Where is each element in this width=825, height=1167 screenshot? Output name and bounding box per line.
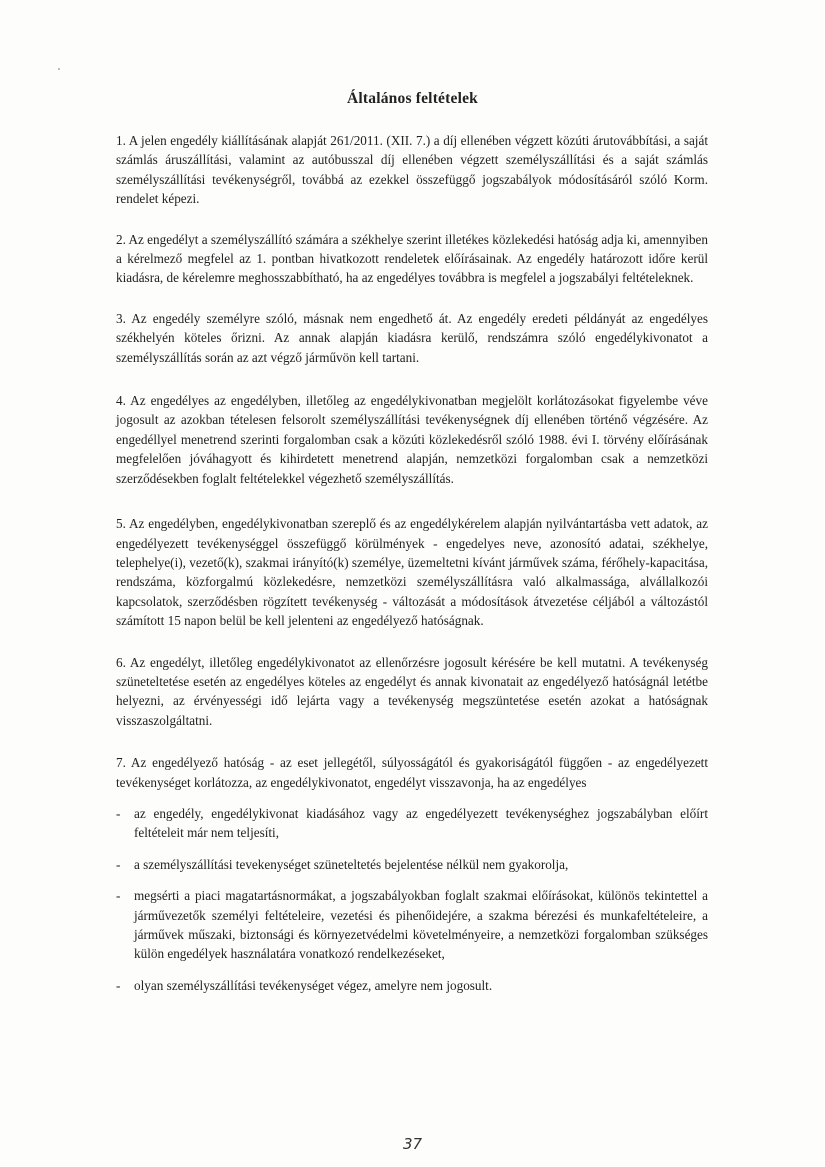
handwritten-page-number: 37 bbox=[402, 1135, 423, 1153]
bullet-dash: - bbox=[116, 977, 121, 993]
paragraph-5: 5. Az engedélyben, engedélykivonatban szereplő és az engedélykérelem alapján nyilvántartásba vett adatok, az engedélyezett tevékenységgel összefüggő körülmények - engedelyes neve, azonosító adatai, székhelye, telephelye(i), vezető(k), szakmai irányító(k) személye, üzemeltetni kívánt járművek száma, férőhely-kapacitása, rendszáma, közforgalmú közlekedésre, nemzetközi személyszállításra való alkalmassága, alvállalkozói kapcsolatok, szerződésben rögzített tevékenység - változását a módosítások átvezetése céljából a változástól számított 15 napon belül be kell jelenteni az engedélyező hatóságnak. bbox=[116, 516, 708, 629]
condition-list bbox=[116, 804, 708, 995]
paragraph-3: 3. Az engedély személyre szóló, másnak nem engedhető át. Az engedély eredeti példányát az engedélyes székhelyén köteles őrizni. Az annak alapján kiadásra kerülő, rendszámra szóló engedélykivonatot a személyszállítás során az azt végző járművön kell tartani. bbox=[116, 310, 708, 365]
paragraph-1: 1. A jelen engedély kiállításának alapját 261/2011. (XII. 7.) a díj ellenében végzett közúti árutovábbítási, a saját számlás áruszállítási, valamint az autóbusszal díj ellenében végzett személyszállítási és a saját számlás személyszállítási tevékenységről, továbbá az ezekkel összefüggő jogszabályok módosításáról szóló Korm. rendelet képezi. bbox=[116, 133, 708, 207]
list-item-text: a személyszállítási tevekenységet szüneteltetés bejelentése nélkül nem gyakorolja, bbox=[134, 856, 569, 872]
document-title: Általános feltételek bbox=[347, 90, 478, 107]
list-item-text: megsérti a piaci magatartásnormákat, a jogszabályokban foglalt szakmai előírásokat, különös tekintettel a járművezetők személyi feltételeire, vezetési és pihenőidejére, a szakma bérezési és munkafeltételeire, a járművek műszaki, biztonsági és környezetvédelmi követelményeire, a nemzetközi forgalomban szükséges külön engedélyek használatára vonatkozó rendelkezéseket, bbox=[134, 888, 708, 962]
scan-speck bbox=[58, 68, 60, 70]
list-item-text: olyan személyszállítási tevékenységet végez, amelyre nem jogosult. bbox=[134, 977, 493, 993]
list-item-text: az engedély, engedélykivonat kiadásához vagy az engedélyezett tevékenységhez jogszabályban előírt feltételeit már nem teljesíti, bbox=[134, 805, 708, 841]
bullet-dash: - bbox=[116, 856, 121, 872]
paragraph-2: 2. Az engedélyt a személyszállító számára a székhelye szerint illetékes közlekedési hatóság adja ki, amennyiben a kérelmező megfelel az 1. pontban hivatkozott rendeletek előírásainak. Az engedély határozott időre kerül kiadásra, de kérelemre meghosszabbítható, ha az engedélyes továbbra is megfelel a jogszabályi feltételeknek. bbox=[116, 231, 708, 286]
paragraph-4: 4. Az engedélyes az engedélyben, illetőleg az engedélykivonatban megjelölt korlátozásokat figyelembe véve jogosult az azokban tételesen felsorolt személyszállítási tevékenységnek díj ellenében történő végzésére. Az engedéllyel menetrend szerinti forgalomban csak a közúti közlekedésről szóló 1988. évi I. törvény előírásának megfelelően jóváhagyott és kihirdetett menetrend alapján, nemzetközi forgalomban csak a nemzetközi szerződésekben foglalt feltételekkel végezhető személyszállítás. bbox=[116, 393, 708, 486]
bullet-dash: - bbox=[116, 805, 121, 821]
document-body bbox=[116, 131, 708, 1007]
list-item bbox=[116, 855, 708, 874]
paragraph-6: 6. Az engedélyt, illetőleg engedélykivonatot az ellenőrzésre jogosult kérésére be kell mutatni. A tevékenység szüneteltetése esetén az engedélyes köteles az engedélyt és annak kivonatait az engedélyező hatóságnál letétbe helyezni, az érvényességi idő lejárta vagy a tevékenység megszüntetése esetén azokat a hatóságnak visszaszolgáltatni. bbox=[116, 654, 708, 728]
list-item bbox=[116, 886, 708, 964]
bullet-dash: - bbox=[116, 888, 121, 904]
list-item bbox=[116, 804, 708, 843]
list-item bbox=[116, 976, 708, 995]
paragraph-7: 7. Az engedélyező hatóság - az eset jellegétől, súlyosságától és gyakoriságától függően - az engedélyezett tevékenységet korlátozza, az engedélykivonatot, engedélyt visszavonja, ha az engedélyes bbox=[116, 755, 708, 790]
